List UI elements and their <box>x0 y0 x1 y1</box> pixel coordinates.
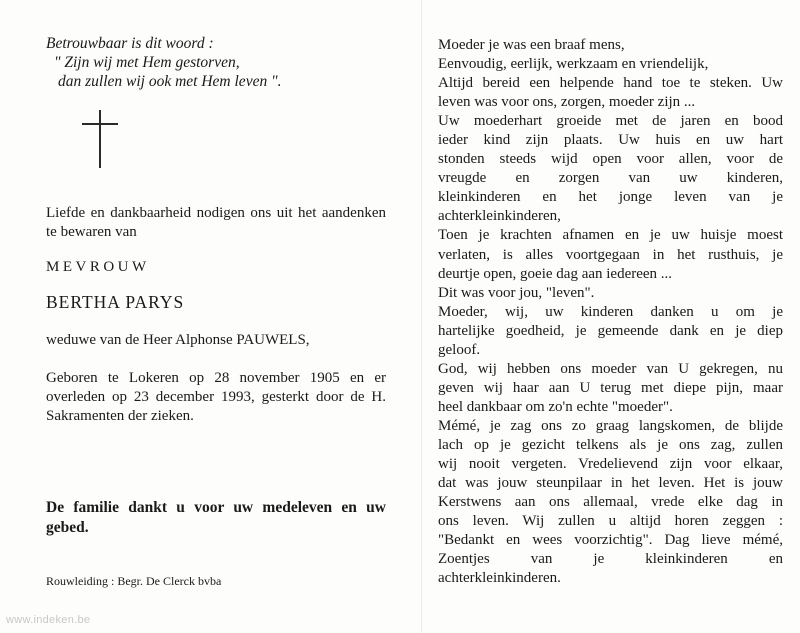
poem-line: leven was voor ons, zorgen, moeder zijn ... <box>438 94 696 111</box>
right-page-poem <box>438 36 783 588</box>
motto-line: dan zullen wij ook met Hem leven ". <box>58 73 282 90</box>
watermark: www.indeken.be <box>6 614 91 626</box>
card-fold-line <box>421 0 422 633</box>
poem-line: lach op je gezicht telkens als je ons zag, zullen <box>438 436 783 453</box>
poem-line: Mémé, je zag ons zo graag langskomen, de blijde <box>438 417 783 434</box>
motto <box>46 34 386 91</box>
birth-death-text: Geboren te Lokeren op 28 november 1905 en er overleden op 23 december 1993, gesterkt door de H. Sakramenten der zieken. <box>46 370 386 424</box>
invitation-text: Liefde en dankbaarheid nodigen ons uit het aandenken te bewaren van <box>46 205 386 240</box>
motto-line: Betrouwbaar is dit woord : <box>46 35 214 52</box>
family-thanks: De familie dankt u voor uw medeleven en uw gebed. <box>46 499 386 536</box>
funeral-director: Rouwleiding : Begr. De Clerck bvba <box>46 574 222 588</box>
motto-line: " Zijn wij met Hem gestorven, <box>54 54 240 71</box>
poem-line: hartelijke goedheid, je gemeende dank en je diep <box>438 322 783 339</box>
poem-line: Moeder, wij, uw kinderen danken u om je <box>438 303 783 320</box>
poem-line: Zoentjes van je kleinkinderen en <box>438 551 783 568</box>
poem-line: "Bedankt en wees voorzichtig". Dag lieve mémé, <box>438 532 783 549</box>
poem-line: verlaten, is alles voortgegaan in het rusthuis, je <box>438 246 783 263</box>
poem-line: dat was jouw steunpilaar in het leven. Het is jouw <box>438 475 783 492</box>
poem-line: geven wij haar aan U terug met diepe pijn, maar <box>438 379 783 396</box>
poem-line: Moeder je was een braaf mens, <box>438 37 625 53</box>
deceased-name: BERTHA PARYS <box>46 292 185 312</box>
poem-line: Kerstwens aan ons allemaal, vrede elke dag in <box>438 494 783 511</box>
poem-line: ieder kind zijn plaats. Uw huis en uw hart <box>438 132 783 149</box>
poem-line: Uw moederhart groeide met de jaren en bood <box>438 113 783 130</box>
left-page <box>46 34 386 91</box>
poem-line: Eenvoudig, eerlijk, werkzaam en vriendelijk, <box>438 56 709 73</box>
latin-cross-icon <box>82 110 118 168</box>
poem-line: deurtje open, goeie dag aan iedereen ... <box>438 265 673 282</box>
poem-line: Dit was voor jou, "leven". <box>438 284 595 301</box>
poem-line: achterkleinkinderen. <box>438 570 561 587</box>
poem-line: God, wij hebben ons moeder van U gekregen, nu <box>438 360 783 377</box>
poem-line: geloof. <box>438 341 481 358</box>
widow-line: weduwe van de Heer Alphonse PAUWELS, <box>46 332 310 348</box>
poem-line: Altijd bereid een helpende hand toe te steken. Uw <box>438 75 783 92</box>
poem-line: achterkleinkinderen, <box>438 208 561 225</box>
poem-line: stonden steeds wijd open voor allen, voor de <box>438 151 783 168</box>
title-mevrouw: MEVROUW <box>46 259 150 275</box>
poem-line: Toen je krachten afnamen en je uw huisje moest <box>438 227 783 244</box>
poem-line: wij nooit vergeten. Vredelievend zijn voor elkaar, <box>438 456 783 473</box>
poem-line: kleinkinderen en het jonge leven van je <box>438 189 783 206</box>
poem-line: heel dankbaar om zo'n echte "moeder". <box>438 398 673 415</box>
poem-line: ons leven. Wij zullen u altijd horen zeggen : <box>438 513 783 530</box>
poem-line: vreugde en zorgen van uw kinderen, <box>438 170 783 187</box>
